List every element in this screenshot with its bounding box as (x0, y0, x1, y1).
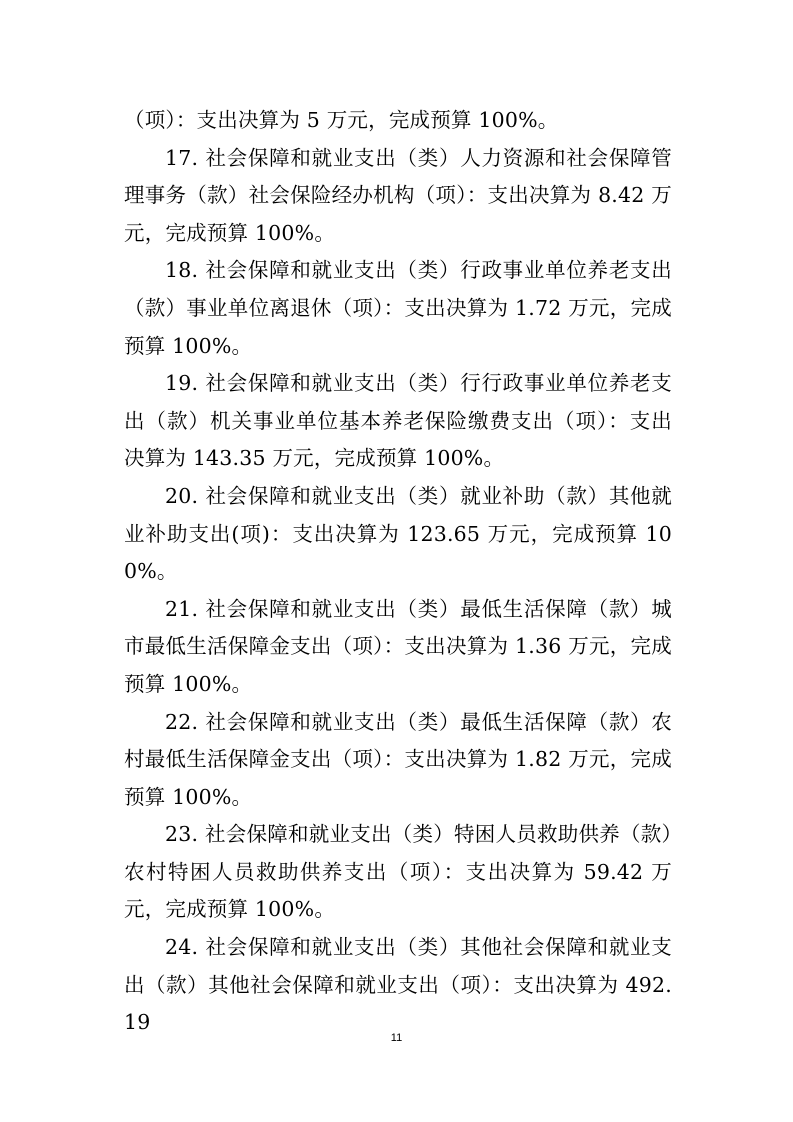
paragraph-continuation: （项）：支出决算为 5 万元，完成预算 100%。 (124, 108, 559, 132)
page-number: 11 (390, 1032, 403, 1044)
paragraph-item-19: 19. 社会保障和就业支出（类）行行政事业单位养老支出（款）机关事业单位基本养老保险缴费支出（项）：支出决算为 143.35 万元，完成预算 100%。 (124, 371, 672, 471)
paragraph-item-22: 22. 社会保障和就业支出（类）最低生活保障（款）农村最低生活保障金支出（项）：支出决算为 1.82 万元，完成预算 100%。 (124, 709, 672, 809)
paragraph-item-20: 20. 社会保障和就业支出（类）就业补助（款）其他就业补助支出(项)：支出决算为 123.65 万元，完成预算 100%。 (124, 483, 672, 584)
paragraph-item-17: 17. 社会保障和就业支出（类）人力资源和社会保障管理事务（款）社会保险经办机构（项）：支出决算为 8.42 万元，完成预算 100%。 (124, 145, 672, 245)
paragraph-item-23: 23. 社会保障和就业支出（类）特困人员救助供养（款）农村特困人员救助供养支出（项）：支出决算为 59.42 万元，完成预算 100%。 (124, 822, 672, 922)
paragraph-item-24: 24. 社会保障和就业支出（类）其他社会保障和就业支出（款）其他社会保障和就业支出（项）：支出决算为 492.19 (124, 935, 672, 1035)
paragraph-item-18: 18. 社会保障和就业支出（类）行政事业单位养老支出（款）事业单位离退休（项）：支出决算为 1.72 万元，完成预算 100%。 (124, 258, 672, 358)
paragraph-item-21: 21. 社会保障和就业支出（类）最低生活保障（款）城市最低生活保障金支出（项）：支出决算为 1.36 万元，完成预算 100%。 (124, 596, 672, 696)
body-text (124, 102, 672, 1042)
